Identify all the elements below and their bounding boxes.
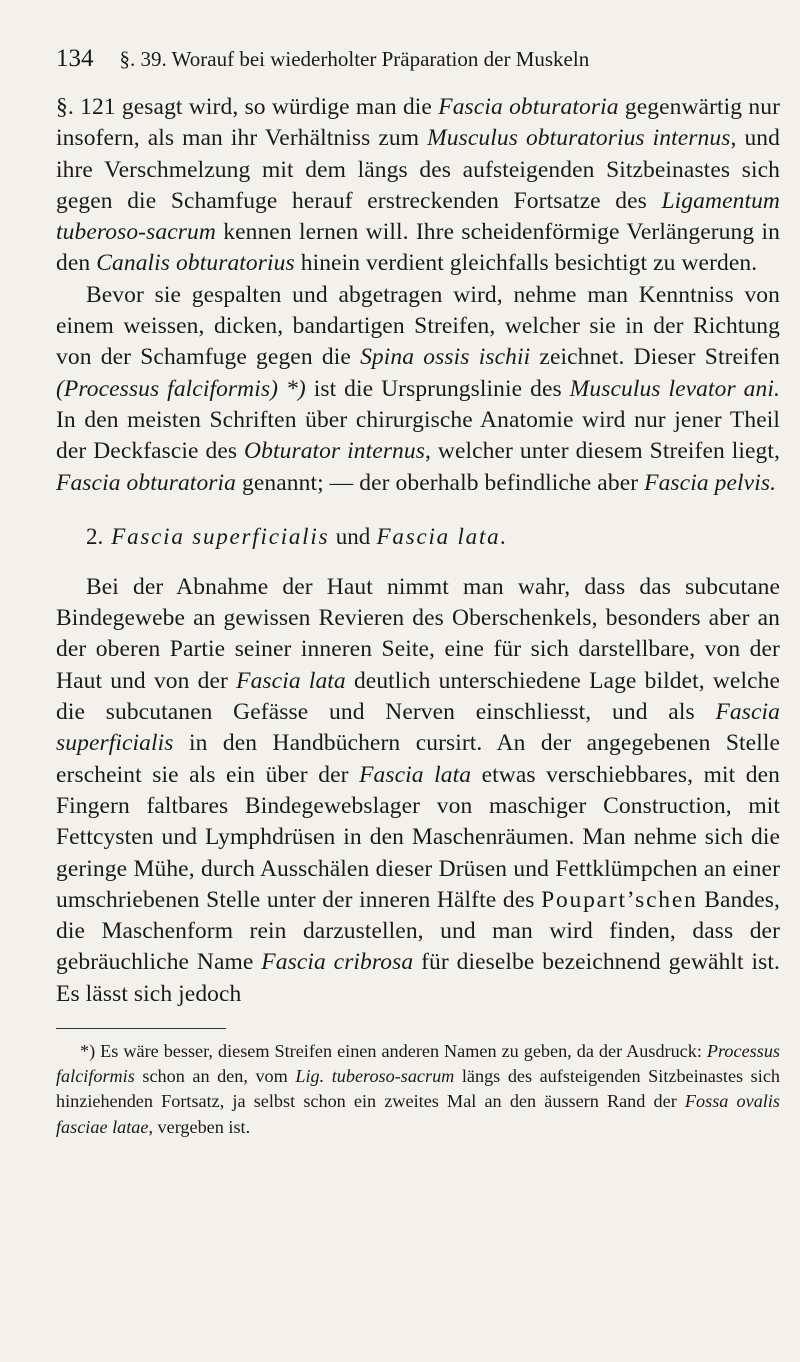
footnote-divider: [56, 1028, 226, 1029]
text-run: hinein verdient gleichfalls besichtigt zu werden.: [294, 250, 758, 277]
text-run: schon an den, vom: [134, 1066, 296, 1087]
text-run: etwas verschiebbares, mit den Fingern faltbares Bindegewebslager von maschiger Construction, mit Fettcysten und Lymphdrüsen in den Maschenräumen. Man nehme sich die geringe Mühe, durch Ausschälen dieser Drüsen und Fettklümpchen an einer umschriebenen Stelle unter der inneren Hälfte des: [56, 761, 780, 913]
italic-term: Lig. tuberoso-sacrum: [295, 1066, 455, 1087]
italic-term: Musculus obturatorius internus: [427, 125, 731, 152]
spaced-name: Poupart’schen: [541, 886, 698, 913]
book-page: [56, 44, 780, 1140]
text-run: §. 121 gesagt wird, so würdige man die: [56, 94, 439, 120]
italic-term: Spina ossis ischii: [360, 344, 531, 371]
paragraph-3: [56, 572, 780, 1010]
text-run: zeichnet. Dieser Streifen: [530, 344, 780, 371]
text-run: gegenwärtig nur insofern, als man ihr Verhältniss zum: [56, 94, 781, 152]
text-run: *) Es wäre besser, diesem Streifen einen anderen Namen zu geben, da der Ausdruck:: [80, 1041, 707, 1062]
text-run: Bei der Abnahme der Haut nimmt man wahr, dass das subcutane Bindegewebe an gewissen Revieren des Oberschenkels, besonders aber an der oberen Partie seiner inneren Seite, eine für sich darstellbare, von der Haut und von der: [56, 573, 780, 694]
italic-term: Fascia lata: [359, 761, 472, 788]
italic-term: Fascia superficialis: [56, 699, 780, 757]
italic-term: Obturator internus: [244, 438, 426, 465]
text-run: In den meisten Schriften über chirurgische Anatomie wird nur jener Theil der Deckfascie des: [56, 406, 780, 465]
italic-term: (Processus falciformis) *): [56, 375, 306, 402]
italic-term: Canalis obturatorius: [96, 250, 295, 277]
italic-term: Processus falciformis: [56, 1041, 780, 1087]
text-run: genannt; — der oberhalb befindliche aber: [236, 469, 645, 496]
italic-term: Fascia obturatoria: [56, 469, 237, 496]
section-title-connector: und: [335, 523, 371, 549]
italic-term: Fascia pelvis.: [644, 469, 777, 496]
running-head: [56, 44, 780, 74]
italic-term: Fascia cribrosa: [261, 949, 414, 976]
section-heading: [56, 521, 780, 552]
paragraph-1: [56, 92, 780, 280]
text-run: Bandes, die Maschenform rein darzustellen, und man wird finden, dass der gebräuchliche Name: [56, 886, 780, 976]
text-run: , welcher unter diesem Streifen liegt,: [425, 438, 780, 465]
italic-term: Musculus levator ani.: [569, 375, 780, 402]
text-run: längs des aufsteigenden Sitzbeinastes sich hinziehenden Fortsatz, ja selbst schon ein zweites Mal an den äussern Rand der: [56, 1066, 780, 1112]
footnote: [56, 1039, 780, 1140]
text-run: Bevor sie gespalten und abgetragen wird, nehme man Kenntniss von einem weissen, dicken, bandartigen Streifen, welcher sie in der Richtung von der Schamfuge gegen die: [56, 281, 780, 371]
running-title: §. 39. Worauf bei wiederholter Präparation der Muskeln: [119, 47, 590, 71]
italic-term: Fossa ovalis fasciae latae: [56, 1091, 780, 1137]
section-number: 2.: [86, 523, 104, 549]
italic-term: Ligamentum tuberoso-sacrum: [56, 187, 780, 246]
text-run: für dieselbe bezeichnend gewählt ist. Es lässt sich jedoch: [56, 949, 780, 1007]
italic-term: Fascia obturatoria: [438, 94, 619, 120]
text-run: , vergeben ist.: [148, 1116, 251, 1137]
italic-term: Fascia lata: [236, 667, 346, 694]
text-run: deutlich unterschiedene Lage bildet, welche die subcutanen Gefässe und Nerven einschliesst, und als: [56, 667, 780, 726]
section-title-part: Fascia superficialis: [111, 523, 330, 549]
paragraph-2: [56, 280, 780, 499]
section-title-part: Fascia lata.: [376, 523, 509, 549]
text-run: , und ihre Verschmelzung mit dem längs des aufsteigenden Sitzbeinastes sich gegen die Schamfuge herauf erstreckenden Fortsatze des: [56, 125, 780, 214]
text-run: in den Handbüchern cursirt. An der angegebenen Stelle erscheint sie als ein über der: [56, 730, 780, 788]
text-run: ist die Ursprungslinie des: [305, 375, 570, 402]
page-number: 134: [56, 45, 94, 72]
text-run: kennen lernen will. Ihre scheidenförmige Verlängerung in den: [56, 219, 780, 277]
